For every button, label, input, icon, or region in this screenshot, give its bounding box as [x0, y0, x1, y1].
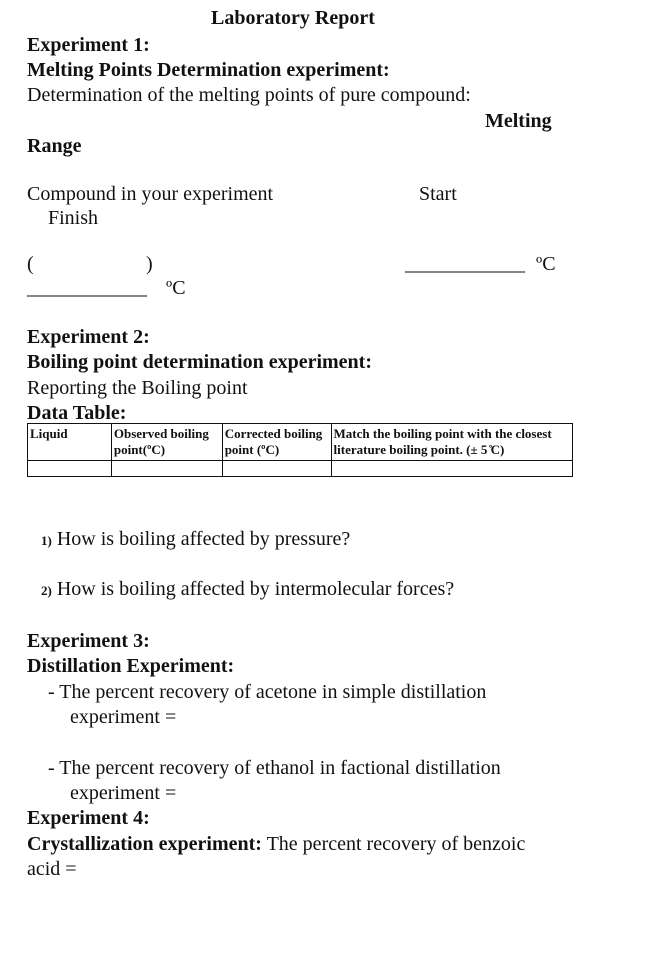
question-2-number: 2)	[41, 583, 52, 598]
header-liquid: Liquid	[28, 424, 112, 461]
exp2-subheading: Boiling point determination experiment:	[27, 351, 372, 373]
exp2-intro: Reporting the Boiling point	[27, 377, 248, 399]
exp3-heading: Experiment 3:	[27, 630, 150, 652]
exp3-subheading: Distillation Experiment:	[27, 655, 235, 677]
header-literature-match: Match the boiling point with the closest literature boiling point. (± 5 ̊C)	[331, 424, 572, 461]
compound-open-paren: (	[27, 253, 34, 275]
question-1	[41, 527, 350, 551]
table-row	[28, 461, 573, 477]
ethanol-recovery-line1: - The percent recovery of ethanol in factional distillation	[48, 757, 501, 779]
melting-label: Melting	[485, 110, 552, 132]
crystallization-text: The percent recovery of benzoic	[261, 833, 526, 855]
header-corrected: Corrected boiling point (ºC)	[222, 424, 331, 461]
data-table-label: Data Table:	[27, 402, 127, 424]
compound-close-paren: )	[146, 253, 153, 275]
question-2-text: How is boiling affected by intermolecular forces?	[56, 578, 455, 600]
exp1-subheading: Melting Points Determination experiment:	[27, 59, 390, 81]
range-label: Range	[27, 135, 82, 157]
finish-blank-line: ____________	[27, 277, 147, 299]
page-title: Laboratory Report	[211, 7, 375, 29]
cell-corrected[interactable]	[222, 461, 331, 477]
exp4-heading: Experiment 4:	[27, 807, 150, 829]
finish-column-label: Finish	[48, 207, 99, 229]
question-1-number: 1)	[41, 533, 52, 548]
exp2-heading: Experiment 2:	[27, 326, 150, 348]
cell-observed[interactable]	[111, 461, 222, 477]
cell-liquid[interactable]	[28, 461, 112, 477]
crystallization-label: Crystallization experiment:	[27, 833, 262, 855]
start-unit: ºC	[536, 253, 556, 275]
table-header-row	[28, 424, 573, 461]
finish-unit: ºC	[166, 277, 186, 299]
question-2	[41, 577, 454, 601]
acetone-recovery-line2: experiment =	[70, 706, 177, 728]
start-column-label: Start	[419, 183, 457, 205]
exp4-line1	[27, 832, 525, 856]
start-blank-line: ____________	[405, 253, 525, 275]
cell-literature-match[interactable]	[331, 461, 572, 477]
exp4-line2: acid =	[27, 858, 77, 880]
question-1-text: How is boiling affected by pressure?	[56, 528, 351, 550]
exp1-heading: Experiment 1:	[27, 34, 150, 56]
boiling-data-table	[27, 423, 573, 477]
compound-column-label: Compound in your experiment	[27, 183, 274, 205]
exp1-intro: Determination of the melting points of pure compound:	[27, 84, 471, 106]
acetone-recovery-line1: - The percent recovery of acetone in simple distillation	[48, 681, 487, 703]
ethanol-recovery-line2: experiment =	[70, 782, 177, 804]
header-observed: Observed boiling point(ºC)	[111, 424, 222, 461]
